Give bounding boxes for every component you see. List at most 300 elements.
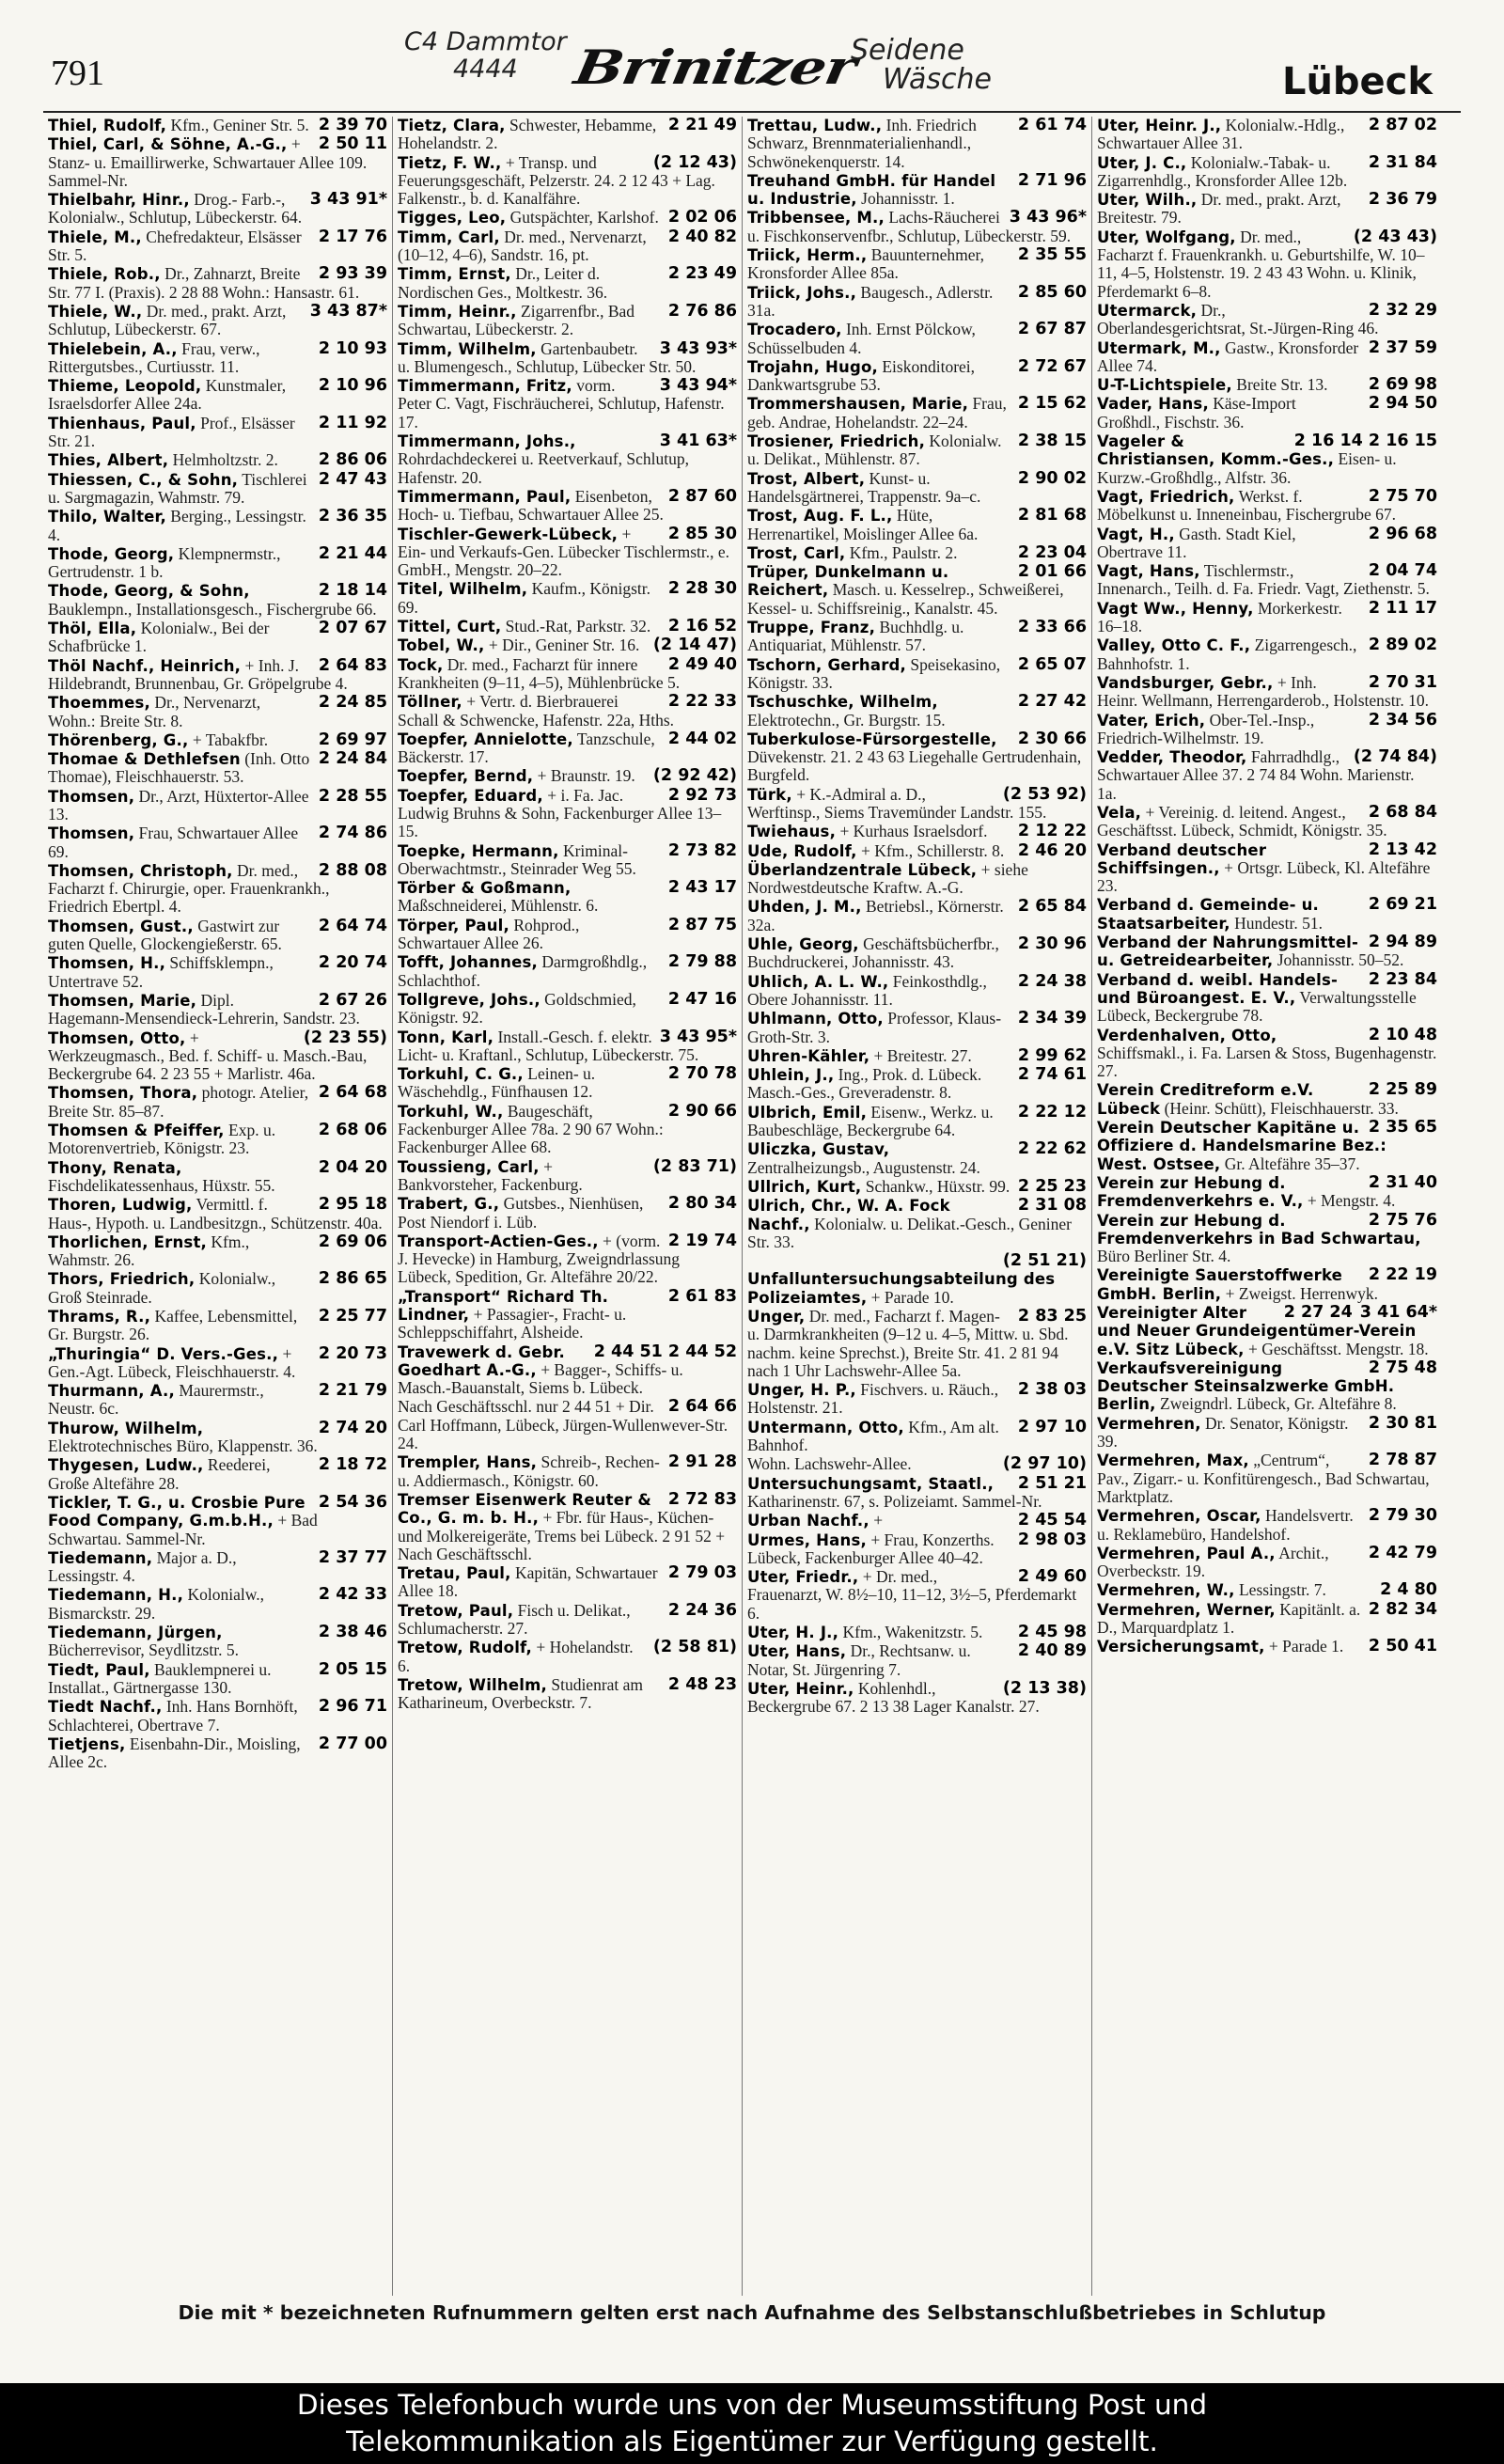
phone-number: (2 92 42)	[652, 766, 737, 786]
subscriber-name: Thomsen,	[48, 824, 135, 843]
subscriber-details: + siehe Nordwestdeutsche Kraftw. A.-G.	[747, 859, 1028, 898]
subscriber-details: Kfm., Am alt. Bahnhof.	[747, 1417, 999, 1455]
subscriber-name: Verband deutscher Schiffsingen.,	[1097, 840, 1267, 877]
phone-number: (2 13 38)	[1002, 1678, 1087, 1698]
listing-entry	[398, 154, 737, 209]
phone-number: 2 79 03	[667, 1563, 737, 1583]
subscriber-name: Thomsen, Christoph,	[48, 861, 233, 880]
subscriber-name: Verein zur Hebung d. Fremdenverkehrs e. V.,	[1097, 1173, 1304, 1211]
phone-number: 2 11 17	[1368, 598, 1437, 618]
subscriber-name: Vela,	[1097, 803, 1142, 822]
phone-number: 2 50 11	[318, 134, 387, 154]
subscriber-details: Düvekenstr. 21. 2 43 63 Liegehalle Gertrudenhain, Burgfeld.	[747, 747, 1082, 785]
listing-entry	[747, 432, 1087, 469]
subscriber-details: + Frau, Konzerths. Lübeck, Fackenburger Allee 40–42.	[747, 1530, 995, 1567]
listing-entry	[1097, 1601, 1437, 1638]
subscriber-name: Timmermann, Paul,	[398, 487, 572, 506]
stamp-line: 4444	[453, 55, 518, 84]
subscriber-name: Ullrich, Kurt,	[747, 1177, 862, 1196]
phone-number: 2 18 14	[318, 581, 387, 601]
phone-number: 2 93 39	[318, 264, 387, 284]
listing-entry	[1097, 1212, 1437, 1266]
subscriber-details: Drog.- Farb.-, Kolonialw., Schlutup, Lübeckerstr. 64.	[48, 190, 303, 228]
listing-entry	[747, 544, 1087, 562]
subscriber-details: Rohprod., Schwartauer Allee 26.	[398, 915, 580, 953]
subscriber-name: Thöl, Ella,	[48, 620, 137, 638]
listing-entry	[48, 788, 387, 824]
subscriber-details: Gasth. Stadt Kiel, Obertrave 11.	[1097, 524, 1296, 561]
phone-number: 2 64 74	[318, 916, 387, 935]
listing-entry	[747, 935, 1087, 972]
listing-entry	[747, 1140, 1087, 1177]
subscriber-details: + Braunstr. 19.	[537, 766, 635, 786]
subscriber-name: Verkaufsvereinigung Deutscher Steinsalzwerke GmbH. Berlin,	[1097, 1358, 1395, 1414]
subscriber-name: Thomsen, Thora,	[48, 1084, 198, 1103]
subscriber-name: Thomsen,	[48, 787, 135, 806]
listing-entry	[747, 973, 1087, 1010]
phone-number: 2 61 83	[667, 1286, 737, 1306]
brand-tagline	[851, 36, 992, 94]
phone-number: 2 21 49	[667, 117, 737, 134]
subscriber-name: Toepfer, Bernd,	[398, 767, 534, 786]
subscriber-name: Truppe, Franz,	[747, 619, 876, 637]
phone-number: 2 86 65	[318, 1269, 387, 1289]
phone-number: 2 25 77	[318, 1307, 387, 1326]
listing-entry	[747, 1568, 1087, 1623]
subscriber-name: Transport-Actien-Ges.,	[398, 1232, 599, 1250]
phone-number: 2 95 18	[318, 1195, 387, 1215]
phone-number: 2 31 08	[1017, 1196, 1087, 1216]
phone-number: 2 68 06	[318, 1121, 387, 1140]
listing-entry	[48, 1382, 387, 1419]
subscriber-details: Kaffee, Lebensmittel, Gr. Burgstr. 26.	[48, 1307, 298, 1344]
listing-entry	[398, 209, 737, 227]
phone-number: 2 54 36	[318, 1492, 387, 1512]
listing-entry	[48, 191, 387, 228]
subscriber-name: Thors, Friedrich,	[48, 1270, 196, 1289]
subscriber-name: Tiedemann,	[48, 1548, 153, 1567]
phone-number: 2 25 23	[1017, 1176, 1087, 1196]
listing-entry	[747, 730, 1087, 785]
listing-entry	[1097, 302, 1437, 338]
subscriber-details: + Dr. med., Frauenarzt, W. 8½–10, 11–12, 3½–5, Pferdemarkt 6.	[747, 1567, 1077, 1623]
subscriber-name: Tiedt Nachf.,	[48, 1698, 163, 1717]
phone-number: 2 87 60	[667, 486, 737, 506]
subscriber-details: Dipl. Hagemann-Mensendieck-Lehrerin, Sandstr. 23.	[48, 990, 360, 1028]
subscriber-details: Stud.-Rat, Parkstr. 32.	[505, 617, 651, 636]
subscriber-name: Vermehren, Max,	[1097, 1452, 1249, 1470]
subscriber-name: Valley, Otto C. F.,	[1097, 636, 1251, 655]
phone-number: 2 01 66	[1017, 562, 1087, 582]
subscriber-details: Kapitänlt. a. D., Marquardplatz 1.	[1097, 1599, 1361, 1638]
subscriber-details: + Fbr. für Haus-, Küchen- und Molkereigeräte, Trems bei Lübeck. 2 91 52 + Nach Geschäftsschl.	[398, 1508, 726, 1563]
listing-entry	[398, 1343, 737, 1398]
listing-entry	[398, 1232, 737, 1287]
phone-number: 2 05 15	[318, 1659, 387, 1679]
listing-entry	[747, 1104, 1087, 1140]
phone-number: 2 30 96	[1017, 934, 1087, 954]
subscriber-details: Gutsbes., Nienhüsen, Post Niendorf i. Lüb.	[398, 1194, 644, 1232]
phone-number: 2 85 30	[667, 524, 737, 543]
subscriber-name: Vermehren,	[1097, 1414, 1201, 1433]
listing-entry	[48, 1456, 387, 1493]
listing-entry	[747, 1531, 1087, 1568]
listing-entry	[747, 619, 1087, 655]
subscriber-name: Toepfer, Annielotte,	[398, 730, 573, 748]
listing-entry	[48, 1270, 387, 1307]
listing-entry	[48, 1586, 387, 1623]
subscriber-name: Travewerk d. Gebr. Goedhart A.-G.,	[398, 1342, 565, 1379]
phone-number: 2 18 72	[318, 1455, 387, 1475]
phone-number: 2 49 40	[667, 654, 737, 674]
subscriber-name: Timm, Carl,	[398, 228, 500, 246]
subscriber-details: Studienrat am Katharineum, Overbeckstr. 7.	[398, 1674, 644, 1713]
subscriber-name: Treuhand GmbH. für Handel u. Industrie,	[747, 171, 996, 209]
subscriber-details: + (vorm. J. Hevecke) in Hamburg, Zweigndrlassung Lübeck, Spedition, Gr. Altefähre 20/22.	[398, 1231, 681, 1287]
subscriber-details: Kfm., Wahmstr. 26.	[48, 1232, 250, 1270]
subscriber-name: Verein Deutscher Kapitäne u. Offiziere d. Handelsmarine Bez.: West. Ostsee,	[1097, 1119, 1386, 1173]
subscriber-details: Dr. med., prakt. Arzt, Breitestr. 79.	[1097, 190, 1341, 228]
subscriber-name: Tickler, T. G., u. Crosbie Pure Food Company, G.m.b.H.,	[48, 1493, 306, 1530]
subscriber-details: Handelsvertr. u. Reklamebüro, Handelshof.	[1097, 1506, 1354, 1544]
phone-number: 2 67 87	[1017, 320, 1087, 339]
listing-entry	[1097, 228, 1437, 301]
subscriber-name: Trost, Albert,	[747, 469, 866, 488]
subscriber-name: Uhden, J. M.,	[747, 898, 862, 917]
subscriber-name: Thode, Georg,	[48, 544, 175, 563]
subscriber-details: Bücherrevisor, Seydlitzstr. 5.	[48, 1640, 239, 1660]
phone-number: 2 22 19	[1368, 1265, 1437, 1285]
subscriber-details: Gutspächter, Karlshof.	[509, 208, 659, 228]
subscriber-details: Eisen- u. Kurzw.-Großhdlg., Alfstr. 36.	[1097, 449, 1397, 487]
phone-number: (2 97 10)	[1002, 1454, 1087, 1474]
listing-entry	[398, 1453, 737, 1490]
subscriber-details: Büro Berliner Str. 4.	[1097, 1247, 1231, 1266]
listing-entry	[48, 451, 387, 469]
credit-line: Dieses Telefonbuch wurde uns von der Museumsstiftung Post und	[296, 2389, 1208, 2421]
subscriber-details: + i. Fa. Jac. Ludwig Bruhns & Sohn, Fackenburger Allee 13–15.	[398, 785, 722, 841]
subscriber-details: Werkst. f. Möbelkunst u. Inneneinbau, Fischergrube 67.	[1097, 486, 1397, 525]
listing-entry	[398, 1158, 737, 1195]
subscriber-details: + Bad Schwartau. Sammel-Nr.	[48, 1511, 318, 1548]
phone-number: 2 75 76	[1368, 1210, 1437, 1230]
subscriber-name: Unger, H. P.,	[747, 1381, 856, 1400]
phone-number: 2 85 60	[1017, 282, 1087, 302]
subscriber-name: Vagt Ww., Henny,	[1097, 599, 1254, 618]
phone-number: 2 36 79	[1368, 190, 1437, 210]
listing-entry	[48, 824, 387, 861]
subscriber-details: „Centrum“, Pav., Zigarr.- u. Konfitürengesch., Bad Schwartau, Marktplatz.	[1097, 1451, 1430, 1506]
listing-entry	[1097, 339, 1437, 376]
subscriber-details: Rohrdachdeckerei u. Reetverkauf, Schlutup, Hafenstr. 20.	[398, 449, 690, 487]
phone-number: 2 83 25	[1017, 1307, 1087, 1326]
phone-number: 2 69 06	[318, 1232, 387, 1251]
phone-number: 2 28 55	[318, 786, 387, 806]
phone-number: 2 24 36	[667, 1600, 737, 1620]
subscriber-name: Urban Nachf.,	[747, 1512, 870, 1530]
listing-column	[393, 117, 743, 2296]
subscriber-details: Speisekasino, Königstr. 33.	[747, 654, 1001, 692]
listing-entry	[747, 823, 1087, 840]
phone-number: (2 12 43)	[652, 152, 737, 172]
subscriber-details: Schreib-, Rechen- u. Addiermasch., Königstr. 60.	[398, 1452, 660, 1490]
subscriber-details: + Dir., Geniner Str. 16.	[488, 636, 640, 655]
subscriber-details: Tanzschule, Bäckerstr. 17.	[398, 729, 655, 767]
subscriber-name: Trommershausen, Marie,	[747, 395, 969, 414]
subscriber-details: Gartenbaubetr. u. Blumengesch., Schlutup, Lübecker Str. 50.	[398, 338, 697, 376]
phone-number: 2 86 06	[318, 450, 387, 470]
listing-entry	[48, 1122, 387, 1158]
subscriber-details: + Bankvorsteher, Fackenburg.	[398, 1156, 583, 1194]
listing-entry	[747, 786, 1087, 823]
listing-entry	[747, 1252, 1087, 1307]
subscriber-name: Thiele, W.,	[48, 302, 143, 321]
phone-number: 3 41 63*	[659, 432, 737, 451]
subscriber-name: Verband d. weibl. Handels- und Büroangest. E. V.,	[1097, 970, 1339, 1007]
subscriber-name: Thode, Georg, & Sohn,	[48, 582, 250, 601]
subscriber-details: Hüte, Herrenartikel, Moislinger Allee 6a.	[747, 506, 979, 543]
subscriber-name: Verband der Nahrungsmittel- u. Getreidearbeiter,	[1097, 934, 1358, 970]
phone-number: 2 22 62	[1017, 1139, 1087, 1159]
subscriber-name: Tschuschke, Wilhelm,	[747, 693, 938, 712]
listing-entry	[1097, 1452, 1437, 1506]
phone-number: 2 40 82	[667, 227, 737, 246]
subscriber-details: + Parade 10.	[870, 1287, 954, 1307]
listing-entry	[747, 395, 1087, 432]
phone-number: 2 46 20	[1017, 840, 1087, 860]
listing-entry	[398, 787, 737, 841]
subscriber-name: Toepfer, Eduard,	[398, 786, 543, 805]
subscriber-details: Johannisstr. 50–52.	[1277, 950, 1404, 970]
subscriber-name: „Transport“ Richard Th. Lindner,	[398, 1287, 609, 1324]
subscriber-name: Uhle, Georg,	[747, 935, 859, 954]
listing-entry	[1097, 376, 1437, 394]
phone-number: 2 27 42	[1017, 692, 1087, 712]
subscriber-name: Vereinigter Alter und Neuer Grundeigentümer-Verein e.V. Sitz Lübeck,	[1097, 1304, 1417, 1358]
subscriber-details: Kolonialw. u. Delikat.-Gesch., Geniner Str. 33.	[747, 1214, 1072, 1251]
listing-entry	[398, 730, 737, 767]
subscriber-name: Tietz, Clara,	[398, 117, 506, 134]
subscriber-name: Thiel, Rudolf,	[48, 117, 167, 134]
subscriber-details: Elektrotechnisches Büro, Klappenstr. 36.	[48, 1436, 318, 1456]
listing-entry	[747, 898, 1087, 934]
phone-number: 2 37 59	[1368, 337, 1437, 357]
listing-entry	[48, 1084, 387, 1121]
subscriber-name: Tofft, Johannes,	[398, 953, 538, 972]
phone-number: 2 17 76	[318, 227, 387, 246]
listing-entry	[1097, 395, 1437, 432]
subscriber-details: Exp. u. Motorenvertrieb, Königstr. 23.	[48, 1121, 276, 1158]
listing-entry	[398, 303, 737, 339]
listing-entry	[398, 767, 737, 785]
listing-entry	[48, 1159, 387, 1196]
subscriber-details: + Breitestr. 27.	[873, 1045, 972, 1065]
phone-number: 2 02 06	[667, 208, 737, 228]
subscriber-details: Dr., Leiter d. Nordischen Ges., Moltkestr. 36.	[398, 264, 608, 302]
subscriber-name: Unger,	[747, 1308, 806, 1326]
phone-number: 2 16 52	[667, 617, 737, 636]
credit-line: Telekommunikation als Eigentümer zur Verfügung gestellt.	[346, 2425, 1158, 2457]
subscriber-details: Kolonialw., Groß Steinrade.	[48, 1269, 276, 1307]
listing-entry	[398, 1103, 737, 1157]
listing-entry	[48, 265, 387, 302]
phone-number: 2 73 82	[667, 840, 737, 860]
listing-entry	[747, 1381, 1087, 1418]
phone-number: 2 11 92	[318, 413, 387, 432]
tagline-line: Wäsche	[883, 63, 993, 96]
subscriber-name: Vermehren, Werner,	[1097, 1600, 1276, 1619]
phone-number: 2 15 62	[1017, 394, 1087, 414]
subscriber-details: Morkerkestr. 16–18.	[1097, 598, 1342, 636]
phone-number: (2 53 92)	[1002, 784, 1087, 804]
listing-entry	[48, 1735, 387, 1772]
listing-entry	[1097, 1119, 1437, 1173]
listing-entry	[398, 265, 737, 302]
listing-entry	[398, 1288, 737, 1342]
subscriber-details: photogr. Atelier, Breite Str. 85–87.	[48, 1083, 309, 1121]
subscriber-details: Bauunternehmer, Kronsforder Allee 85a.	[747, 245, 984, 283]
subscriber-details: + Zweigst. Herrenwyk.	[1225, 1283, 1379, 1303]
listing-entry	[1097, 934, 1437, 970]
subscriber-details: Zigarrenfbr., Bad Schwartau, Lübeckerstr. 2.	[398, 301, 635, 339]
phone-number: 2 69 98	[1368, 375, 1437, 395]
listing-entry	[48, 117, 387, 134]
phone-number: 2 38 15	[1017, 432, 1087, 451]
subscriber-name: Tretow, Rudolf,	[398, 1639, 532, 1657]
subscriber-name: Versicherungsamt,	[1097, 1638, 1265, 1656]
listing-entry	[747, 842, 1087, 860]
phone-number: 2 04 20	[318, 1157, 387, 1177]
subscriber-details: Wohn. Lachswehr-Allee.	[747, 1454, 912, 1474]
phone-number: 2 82 34	[1368, 1599, 1437, 1619]
phone-number: 3 43 93*	[659, 338, 737, 358]
subscriber-name: Torkuhl, C. G.,	[398, 1065, 524, 1084]
listing-entry	[1097, 1266, 1437, 1303]
subscriber-details: Fahrradhdlg., Schwartauer Allee 37. 2 74 84 Wohn. Marienstr. 1a.	[1097, 747, 1415, 803]
page-number: 791	[51, 54, 104, 93]
phone-number: 2 34 56	[1368, 710, 1437, 730]
subscriber-name: Vedder, Theodor,	[1097, 748, 1247, 767]
listing-entry	[747, 1455, 1087, 1473]
subscriber-details: Schwester, Hebamme, Hohelandstr. 2.	[398, 117, 657, 153]
subscriber-name: Törper, Paul,	[398, 916, 509, 934]
listing-entry	[398, 636, 737, 654]
phone-number: 2 21 79	[318, 1381, 387, 1401]
subscriber-name: Verein Creditreform e.V. Lübeck	[1097, 1081, 1314, 1118]
phone-number: 2 74 20	[318, 1418, 387, 1437]
subscriber-name: Vader, Hans,	[1097, 395, 1209, 414]
subscriber-details: Dr., Oberlandesgerichtsrat, St.-Jürgen-Ring 46.	[1097, 300, 1379, 338]
phone-number: 2 75 48	[1368, 1358, 1437, 1377]
phone-number: 2 23 04	[1017, 542, 1087, 562]
subscriber-details: + Kfm., Schillerstr. 8.	[861, 840, 1005, 860]
phone-number: 2 28 30	[667, 579, 737, 599]
subscriber-details: Dr. med., Facharzt f. Frauenkrankh. u. Geburtshilfe, W. 10–11, 4–5, Holstenstr. 19. 2 43 43 Wohn. u. Klinik, Pferdemarkt 6–8.	[1097, 227, 1425, 301]
listing-entry	[48, 1420, 387, 1456]
listing-entry	[48, 992, 387, 1028]
phone-number: 3 43 96*	[1009, 208, 1087, 228]
listing-entry	[747, 1010, 1087, 1046]
phone-number: 3 43 95*	[659, 1027, 737, 1046]
listing-entry	[398, 1676, 737, 1713]
subscriber-name: Thieme, Leopold,	[48, 377, 202, 396]
subscriber-details: Masch. u. Kesselrep., Schweißerei, Kessel- u. Schiffsreinig., Kanalstr. 45.	[747, 580, 1064, 618]
subscriber-name: Uliczka, Gustav,	[747, 1140, 890, 1159]
subscriber-details: Baugeschäft, Fackenburger Allee 78a. 2 90 67 Wohn.: Fackenburger Allee 68.	[398, 1101, 664, 1157]
listing-entry	[747, 1512, 1087, 1530]
listing-entry	[1097, 841, 1437, 896]
subscriber-details: Inh. Friedrich Schwarz, Brennmaterialienhandl., Schwönekenquerstr. 14.	[747, 117, 977, 171]
tagline-line: Seidene	[851, 34, 964, 67]
subscriber-name: Thomsen, Gust.,	[48, 917, 194, 935]
listing-entry	[747, 1308, 1087, 1380]
subscriber-name: Trost, Carl,	[747, 543, 846, 562]
subscriber-name: Thilo, Walter,	[48, 508, 166, 526]
phone-number: 2 96 71	[318, 1697, 387, 1717]
listing-entry	[747, 1624, 1087, 1641]
listing-entry	[747, 172, 1087, 209]
listing-entry	[747, 1178, 1087, 1196]
subscriber-name: Ulbrich, Emil,	[747, 1103, 868, 1122]
subscriber-details: Ober-Tel.-Insp., Friedrich-Wilhelmstr. 19.	[1097, 710, 1315, 747]
subscriber-name: Uhlmann, Otto,	[747, 1010, 884, 1028]
listing-entry	[1097, 117, 1437, 153]
subscriber-details: Gr. Altefähre 35–37.	[1224, 1154, 1360, 1173]
subscriber-name: Tobel, W.,	[398, 636, 485, 655]
listing-entry	[48, 954, 387, 991]
listing-entry	[1097, 1174, 1437, 1211]
phone-number: 2 81 68	[1017, 506, 1087, 526]
subscriber-name: Thomsen & Pfeiffer,	[48, 1122, 225, 1140]
subscriber-details: Frau, verw., Rittergutsbes., Curtiusstr. 11.	[48, 338, 260, 376]
phone-number: (2 14 47)	[652, 636, 737, 655]
subscriber-details: Feinkosthdlg., Obere Johannisstr. 11.	[747, 971, 987, 1009]
phone-number: 2 10 96	[318, 376, 387, 396]
subscriber-details: Klempnermstr., Gertrudenstr. 1 b.	[48, 543, 281, 582]
subscriber-details: Kunst- u. Handelsgärtnerei, Trappenstr. 9a–c.	[747, 468, 981, 506]
listing-entry	[48, 1494, 387, 1548]
subscriber-name: Tollgreve, Johs.,	[398, 990, 540, 1009]
subscriber-details: Kunstmaler, Israelsdorfer Allee 24a.	[48, 376, 287, 414]
subscriber-name: Vermehren, Paul A.,	[1097, 1544, 1276, 1562]
listing-entry	[1097, 896, 1437, 933]
subscriber-details: Dr. med., Nervenarzt, (10–12, 4–6), Sandstr. 16, pt.	[398, 227, 647, 265]
subscriber-details: Katharinenstr. 67, s. Polizeiamt. Sammel-Nr.	[747, 1491, 1042, 1511]
phone-number: (2 83 71)	[652, 1156, 737, 1176]
subscriber-name: Ulrich, Chr., W. A. Fock Nachf.,	[747, 1197, 950, 1233]
subscriber-name: Tiedemann, Jürgen,	[48, 1624, 223, 1642]
listing-entry	[1097, 971, 1437, 1026]
subscriber-details: Install.-Gesch. f. elektr. Licht- u. Kraftanl., Schlutup, Lübeckerstr. 75.	[398, 1027, 699, 1064]
subscriber-details: Maßschneiderei, Mühlenstr. 6.	[398, 896, 599, 916]
page-header	[0, 0, 1504, 120]
subscriber-name: Thöl Nachf., Heinrich,	[48, 656, 242, 675]
listing-entry	[398, 526, 737, 580]
phone-number: 2 90 02	[1017, 468, 1087, 488]
subscriber-details: Kriminal-Oberwachtmstr., Steinrader Weg 55.	[398, 840, 636, 878]
subscriber-details: Chefredakteur, Elsässer Str. 5.	[48, 227, 302, 265]
phone-number: 2 22 12	[1017, 1102, 1087, 1122]
header-rule	[43, 111, 1461, 113]
subscriber-name: Vageler & Christiansen, Komm.-Ges.,	[1097, 432, 1335, 469]
phone-number: 2 20 74	[318, 953, 387, 973]
phone-number: 2 4 80	[1380, 1580, 1437, 1600]
subscriber-name: Thrams, R.,	[48, 1308, 151, 1326]
subscriber-details: Frau, Schwartauer Allee 69.	[48, 824, 299, 861]
phone-number: 2 34 39	[1017, 1009, 1087, 1028]
subscriber-name: Türk,	[747, 785, 792, 804]
subscriber-details: Zigarrengesch., Bahnhofstr. 1.	[1097, 636, 1357, 673]
